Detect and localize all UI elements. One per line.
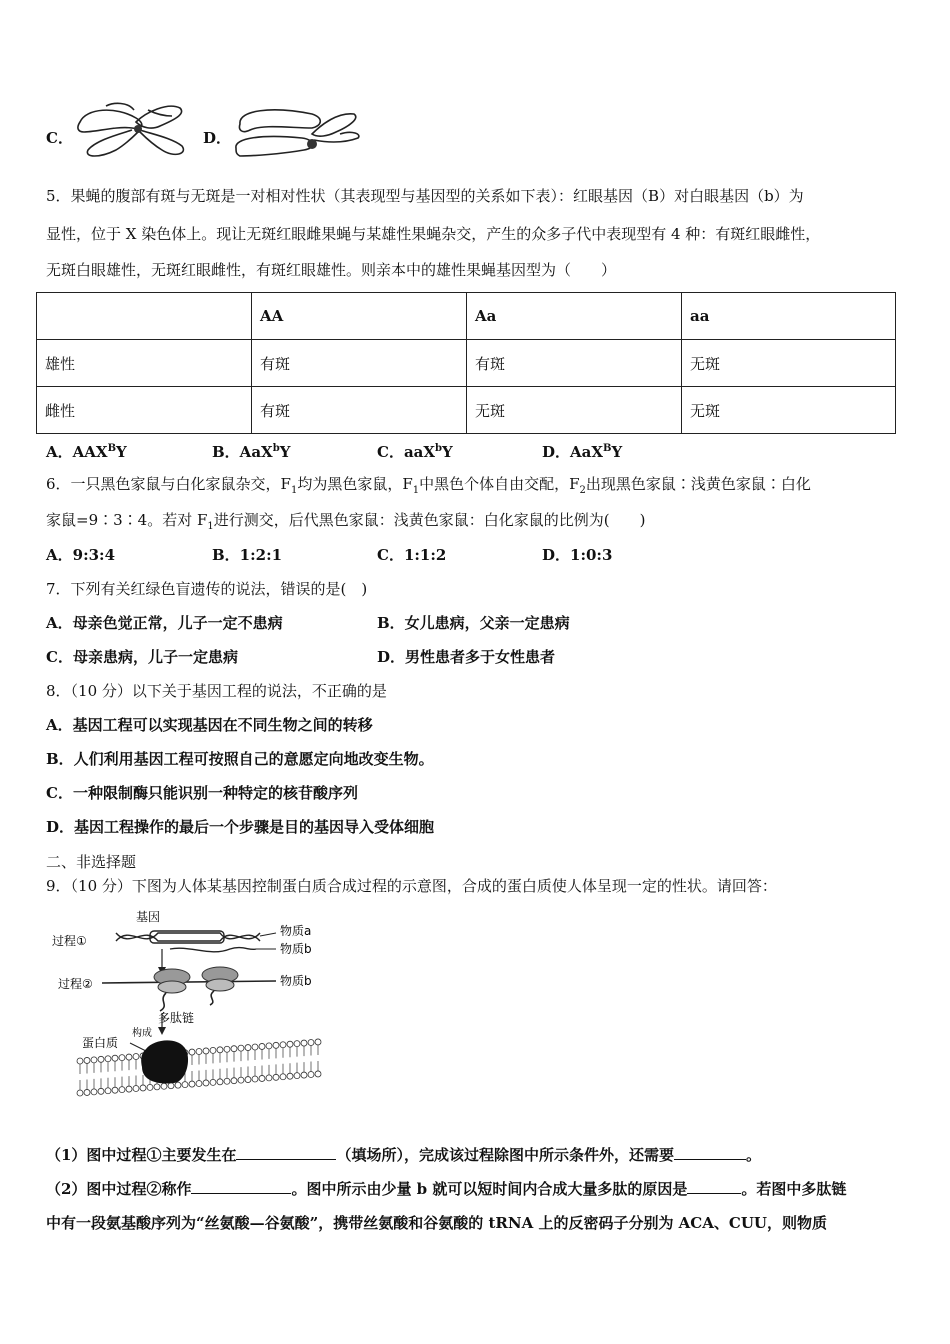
q9-text: 。若图中多肽链 xyxy=(741,1180,847,1198)
lipid-head xyxy=(105,1088,111,1094)
lipid-head xyxy=(252,1044,258,1050)
mrna-line xyxy=(102,981,276,983)
q9-text: （2）图中过程②称作 xyxy=(46,1180,192,1198)
q6-sub: 1 xyxy=(290,485,298,496)
answer-blank[interactable] xyxy=(674,1143,746,1160)
option-tail: Y xyxy=(279,443,291,461)
q5-option-a[interactable] xyxy=(46,438,127,463)
q5-stem-line2: 显性，位于 X 染色体上。现让无斑红眼雌果蝇与某雄性果蝇杂交，产生的众多子代中表现型有 4 种：有斑红眼雌性， xyxy=(46,225,821,243)
label-substance-a: 物质a xyxy=(280,924,312,938)
lipid-head xyxy=(203,1080,209,1086)
q6-text: 进行测交，后代黑色家鼠：浅黄色家鼠：白化家鼠的比例为( ) xyxy=(213,511,646,529)
option-text: C．aaX xyxy=(377,443,436,461)
mrna-strand xyxy=(170,948,256,952)
q6-stem-line1 xyxy=(46,473,811,502)
lipid-head xyxy=(91,1089,97,1095)
lipid-head xyxy=(189,1049,195,1055)
lipid-head xyxy=(294,1073,300,1079)
lipid-head xyxy=(203,1048,209,1054)
lipid-head xyxy=(280,1074,286,1080)
gene-expression-diagram xyxy=(50,905,370,1115)
lipid-head xyxy=(266,1043,272,1049)
lipid-head xyxy=(112,1055,118,1061)
table-cell: 有斑 xyxy=(467,340,682,387)
option-sup: B xyxy=(603,443,612,454)
lipid-head xyxy=(308,1072,314,1078)
lipid-head xyxy=(259,1075,265,1081)
q6-option-a[interactable]: A．9:3:4 xyxy=(46,546,116,564)
q6-text: 中黑色个体自由交配，F xyxy=(419,475,580,493)
lipid-head xyxy=(231,1078,237,1084)
table-cell: 雌性 xyxy=(37,387,252,434)
answer-blank[interactable] xyxy=(236,1143,336,1160)
q6-stem-line2 xyxy=(46,509,645,538)
q8-option-c[interactable]: C．一种限制酶只能识别一种特定的核苷酸序列 xyxy=(46,784,358,802)
label-substance-b2: 物质b xyxy=(280,974,312,988)
lipid-head xyxy=(126,1054,132,1060)
lipid-head xyxy=(147,1084,153,1090)
lipid-head xyxy=(91,1057,97,1063)
q6-text: 均为黑色家鼠，F xyxy=(297,475,413,493)
lipid-head xyxy=(266,1075,272,1081)
q6-sub: 1 xyxy=(412,485,420,496)
lipid-head xyxy=(119,1087,125,1093)
lipid-head xyxy=(126,1086,132,1092)
lipid-head xyxy=(238,1077,244,1083)
table-cell: 无斑 xyxy=(467,387,682,434)
lipid-head xyxy=(210,1047,216,1053)
q6-text: 出现黑色家鼠∶浅黄色家鼠∶白化 xyxy=(585,475,811,493)
option-c-label: C． xyxy=(46,129,73,147)
label-protein: 蛋白质 xyxy=(82,1036,119,1050)
lipid-head xyxy=(105,1056,111,1062)
answer-blank[interactable] xyxy=(687,1177,741,1194)
q8-option-d[interactable]: D．基因工程操作的最后一个步骤是目的基因导入受体细胞 xyxy=(46,818,435,836)
label-gene: 基因 xyxy=(136,910,161,924)
lipid-head xyxy=(315,1039,321,1045)
q9-part1 xyxy=(46,1143,761,1166)
option-sup: b xyxy=(435,443,443,454)
label-constitute: 构成 xyxy=(132,1028,152,1039)
q8-option-a[interactable]: A．基因工程可以实现基因在不同生物之间的转移 xyxy=(46,716,373,734)
lipid-head xyxy=(280,1042,286,1048)
q5-stem-line1: 5．果蝇的腹部有斑与无斑是一对相对性状（其表现型与基因型的关系如下表）：红眼基因（B）对白眼基因（b）为 xyxy=(46,187,804,205)
q8-stem: 8．（10 分）以下关于基因工程的说法，不正确的是 xyxy=(46,682,387,700)
q9-part2 xyxy=(46,1177,846,1200)
q9-text: （填场所），完成该过程除图中所示条件外，还需要 xyxy=(336,1146,674,1164)
lipid-head xyxy=(308,1040,314,1046)
q9-stem: 9．（10 分）下图为人体某基因控制蛋白质合成过程的示意图，合成的蛋白质使人体呈现一定的性状。请回答： xyxy=(46,877,777,895)
option-sup: b xyxy=(272,443,280,454)
option-d-label: D． xyxy=(203,129,232,147)
chromosome-figure-d xyxy=(232,104,364,160)
q5-option-c[interactable] xyxy=(377,438,453,463)
arrow-down-icon xyxy=(158,1027,166,1035)
lipid-head xyxy=(196,1080,202,1086)
lipid-head xyxy=(245,1077,251,1083)
q7-option-a[interactable]: A．母亲色觉正常，儿子一定不患病 xyxy=(46,614,283,632)
lipid-head xyxy=(84,1089,90,1095)
lipid-head xyxy=(84,1057,90,1063)
q7-stem: 7．下列有关红绿色盲遗传的说法，错误的是( ) xyxy=(46,580,368,598)
lipid-head xyxy=(301,1072,307,1078)
q9-part2-cont: 中有一段氨基酸序列为“丝氨酸—谷氨酸”，携带丝氨酸和谷氨酸的 tRNA 上的反密码子分别为 ACA、CUU，则物质 xyxy=(46,1214,827,1232)
lipid-head xyxy=(112,1087,118,1093)
lipid-head xyxy=(133,1054,139,1060)
table-header-cell: Aa xyxy=(467,293,682,340)
table-cell: 有斑 xyxy=(252,387,467,434)
lipid-head xyxy=(245,1045,251,1051)
q7-option-c[interactable]: C．母亲患病，儿子一定患病 xyxy=(46,648,238,666)
table-row xyxy=(37,340,896,387)
q9-text: （1）图中过程①主要发生在 xyxy=(46,1146,237,1164)
lipid-head xyxy=(273,1074,279,1080)
lipid-head xyxy=(175,1082,181,1088)
option-tail: Y xyxy=(442,443,453,461)
option-text: B．AaX xyxy=(212,443,273,461)
lipid-head xyxy=(231,1046,237,1052)
lipid-head xyxy=(189,1081,195,1087)
lipid-head xyxy=(210,1079,216,1085)
q6-sub: 1 xyxy=(207,521,214,532)
option-text: A．AAX xyxy=(46,443,108,461)
lipid-head xyxy=(224,1046,230,1052)
lipid-head xyxy=(98,1056,104,1062)
table-header-cell xyxy=(37,293,252,340)
lipid-head xyxy=(168,1083,174,1089)
lipid-head xyxy=(224,1078,230,1084)
table-cell: 雄性 xyxy=(37,340,252,387)
option-sup: B xyxy=(107,443,117,454)
membrane-protein-icon xyxy=(141,1040,188,1083)
lipid-head xyxy=(119,1055,125,1061)
lipid-head xyxy=(259,1043,265,1049)
lipid-head xyxy=(252,1076,258,1082)
q5-option-b[interactable] xyxy=(212,438,290,463)
label-polypeptide: 多肽链 xyxy=(158,1011,195,1025)
table-cell: 无斑 xyxy=(682,387,896,434)
q7-option-b[interactable]: B．女儿患病，父亲一定患病 xyxy=(377,614,570,632)
lipid-head xyxy=(217,1047,223,1053)
q6-text: 家鼠=9∶3∶4。若对 F xyxy=(46,511,208,529)
table-row xyxy=(37,387,896,434)
lipid-head xyxy=(77,1058,83,1064)
lipid-head xyxy=(182,1082,188,1088)
table-cell: 无斑 xyxy=(682,340,896,387)
lipid-head xyxy=(301,1040,307,1046)
lipid-head xyxy=(315,1071,321,1077)
dna-helix xyxy=(116,931,260,943)
lipid-head xyxy=(98,1088,104,1094)
section-heading: 二、非选择题 xyxy=(46,853,137,871)
lipid-head xyxy=(133,1086,139,1092)
lipid-head xyxy=(140,1085,146,1091)
q9-text: 。 xyxy=(745,1146,761,1164)
table-header-row xyxy=(37,293,896,340)
q6-text: 6．一只黑色家鼠与白化家鼠杂交，F xyxy=(46,475,291,493)
lipid-head xyxy=(273,1042,279,1048)
lipid-head xyxy=(77,1090,83,1096)
label-process2: 过程② xyxy=(58,977,93,991)
q5-stem-line3: 无斑白眼雄性，无斑红眼雌性，有斑红眼雄性。则亲本中的雄性果蝇基因型为（ ） xyxy=(46,261,617,279)
label-process1: 过程① xyxy=(52,934,87,948)
table-cell: 有斑 xyxy=(252,340,467,387)
label-substance-b1: 物质b xyxy=(280,942,312,956)
answer-blank[interactable] xyxy=(191,1177,291,1194)
lipid-head xyxy=(287,1041,293,1047)
q9-text: 。图中所示由少量 b 就可以短时间内合成大量多肽的原因是 xyxy=(291,1180,688,1198)
table-header-cell: aa xyxy=(682,293,896,340)
option-tail: Y xyxy=(611,443,623,461)
lipid-head xyxy=(196,1048,202,1054)
q6-option-c[interactable]: C．1:1:2 xyxy=(377,546,447,564)
q6-option-d[interactable]: D．1:0:3 xyxy=(542,546,613,564)
lipid-head xyxy=(161,1083,167,1089)
q5-option-d[interactable] xyxy=(542,438,622,463)
table-header-cell: AA xyxy=(252,293,467,340)
genotype-table xyxy=(36,292,896,434)
q8-option-b[interactable]: B．人们利用基因工程可按照自己的意愿定向地改变生物。 xyxy=(46,750,434,768)
q6-option-b[interactable]: B．1:2:1 xyxy=(212,546,283,564)
lipid-head xyxy=(287,1073,293,1079)
lipid-head xyxy=(294,1041,300,1047)
lipid-head xyxy=(154,1084,160,1090)
chromosome-figure-c xyxy=(76,100,188,160)
q6-sub: 2 xyxy=(579,485,586,496)
option-text: D．AaX xyxy=(542,443,604,461)
lipid-head xyxy=(238,1045,244,1051)
option-tail: Y xyxy=(116,443,127,461)
q7-option-d[interactable]: D．男性患者多于女性患者 xyxy=(377,648,556,666)
lipid-head xyxy=(217,1079,223,1085)
